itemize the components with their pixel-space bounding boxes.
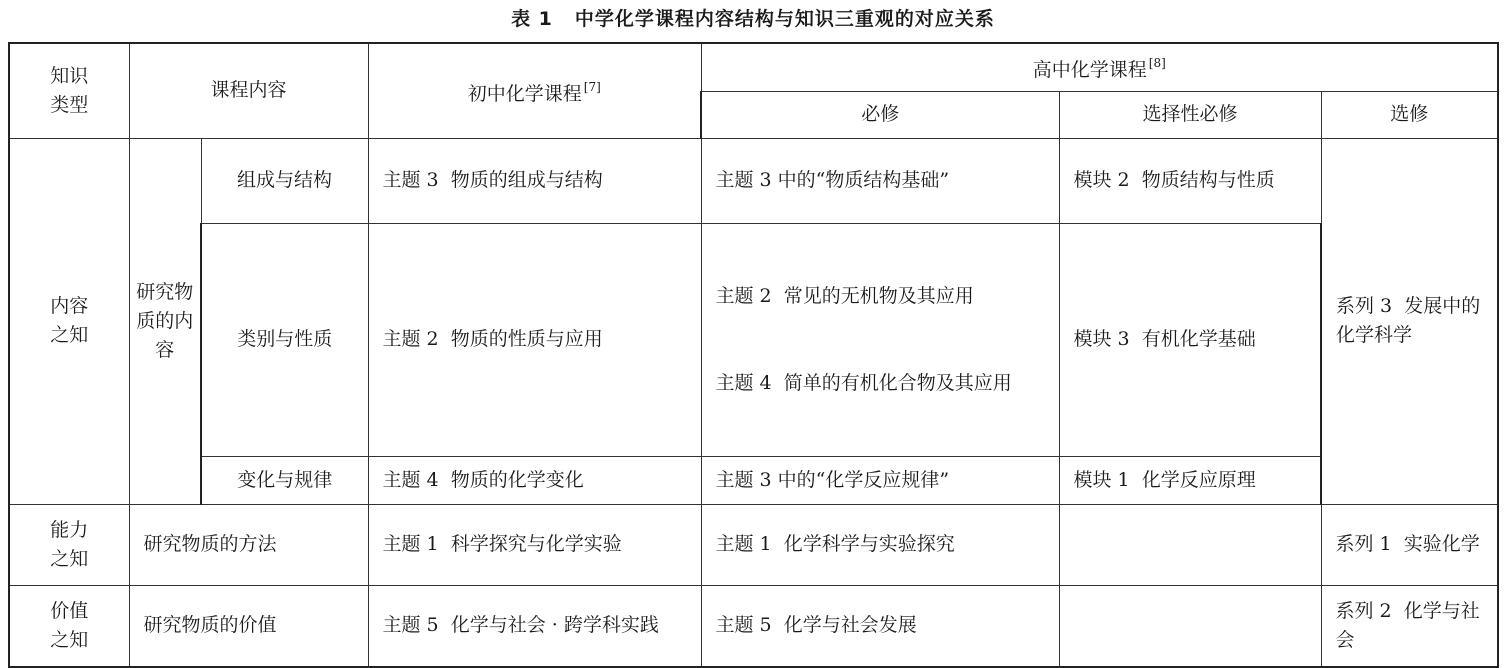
label-composition-structure: 组成与结构 xyxy=(201,138,368,223)
header-elective-compulsory: 选择性必修 xyxy=(1059,91,1321,138)
research-content-vertical-label: 研究物质的内容 xyxy=(129,138,201,504)
row-value-knowledge xyxy=(9,585,1498,667)
compulsory-topic-2: 主题 2 常见的无机物及其应用 xyxy=(715,284,974,307)
label-change-law: 变化与规律 xyxy=(201,456,368,504)
junior-category: 主题 2 物质的性质与应用 xyxy=(368,223,701,456)
row-category-property xyxy=(9,223,1498,456)
header-junior-course: 初中化学课程 [7] xyxy=(368,43,701,138)
header-row-1 xyxy=(9,43,1498,91)
type-value-knowledge: 价值之知 xyxy=(9,585,129,667)
row-change-law xyxy=(9,456,1498,504)
header-course-content: 课程内容 xyxy=(129,43,368,138)
header-knowledge-type: 知识类型 xyxy=(9,43,129,138)
header-elective: 选修 xyxy=(1321,91,1498,138)
type-content-knowledge: 内容之知 xyxy=(9,138,129,504)
correspondence-table xyxy=(8,42,1499,668)
value-content: 研究物质的价值 xyxy=(129,585,368,667)
header-senior-course: 高中化学课程 [8] xyxy=(701,43,1498,91)
elective-compulsory-composition: 模块 2 物质结构与性质 xyxy=(1059,138,1321,223)
junior-reference: [7] xyxy=(583,79,601,94)
elective-compulsory-change: 模块 1 化学反应原理 xyxy=(1059,456,1321,504)
elective-compulsory-ability xyxy=(1059,504,1321,585)
compulsory-change: 主题 3 中的“化学反应规律” xyxy=(701,456,1059,504)
type-ability-knowledge: 能力之知 xyxy=(9,504,129,585)
elective-series-2: 系列 2 化学与社会 xyxy=(1321,585,1498,667)
elective-series-3: 系列 3 发展中的化学科学 xyxy=(1321,138,1498,504)
compulsory-topic-4: 主题 4 简单的有机化合物及其应用 xyxy=(715,371,1012,394)
compulsory-ability: 主题 1 化学科学与实验探究 xyxy=(701,504,1059,585)
junior-composition: 主题 3 物质的组成与结构 xyxy=(368,138,701,223)
compulsory-value: 主题 5 化学与社会发展 xyxy=(701,585,1059,667)
row-composition-structure xyxy=(9,138,1498,223)
header-compulsory: 必修 xyxy=(701,91,1059,138)
senior-reference: [8] xyxy=(1148,56,1166,71)
row-ability-knowledge xyxy=(9,504,1498,585)
junior-change: 主题 4 物质的化学变化 xyxy=(368,456,701,504)
junior-ability: 主题 1 科学探究与化学实验 xyxy=(368,504,701,585)
table-number: 表 1 xyxy=(511,8,553,30)
elective-compulsory-category: 模块 3 有机化学基础 xyxy=(1059,223,1321,456)
table-title: 中学化学课程内容结构与知识三重观的对应关系 xyxy=(574,8,995,30)
elective-compulsory-value xyxy=(1059,585,1321,667)
table-caption xyxy=(0,4,1506,31)
compulsory-category xyxy=(701,223,1059,456)
ability-content: 研究物质的方法 xyxy=(129,504,368,585)
junior-value: 主题 5 化学与社会 · 跨学科实践 xyxy=(368,585,701,667)
label-category-property: 类别与性质 xyxy=(201,223,368,456)
elective-series-1: 系列 1 实验化学 xyxy=(1321,504,1498,585)
compulsory-composition: 主题 3 中的“物质结构基础” xyxy=(701,138,1059,223)
